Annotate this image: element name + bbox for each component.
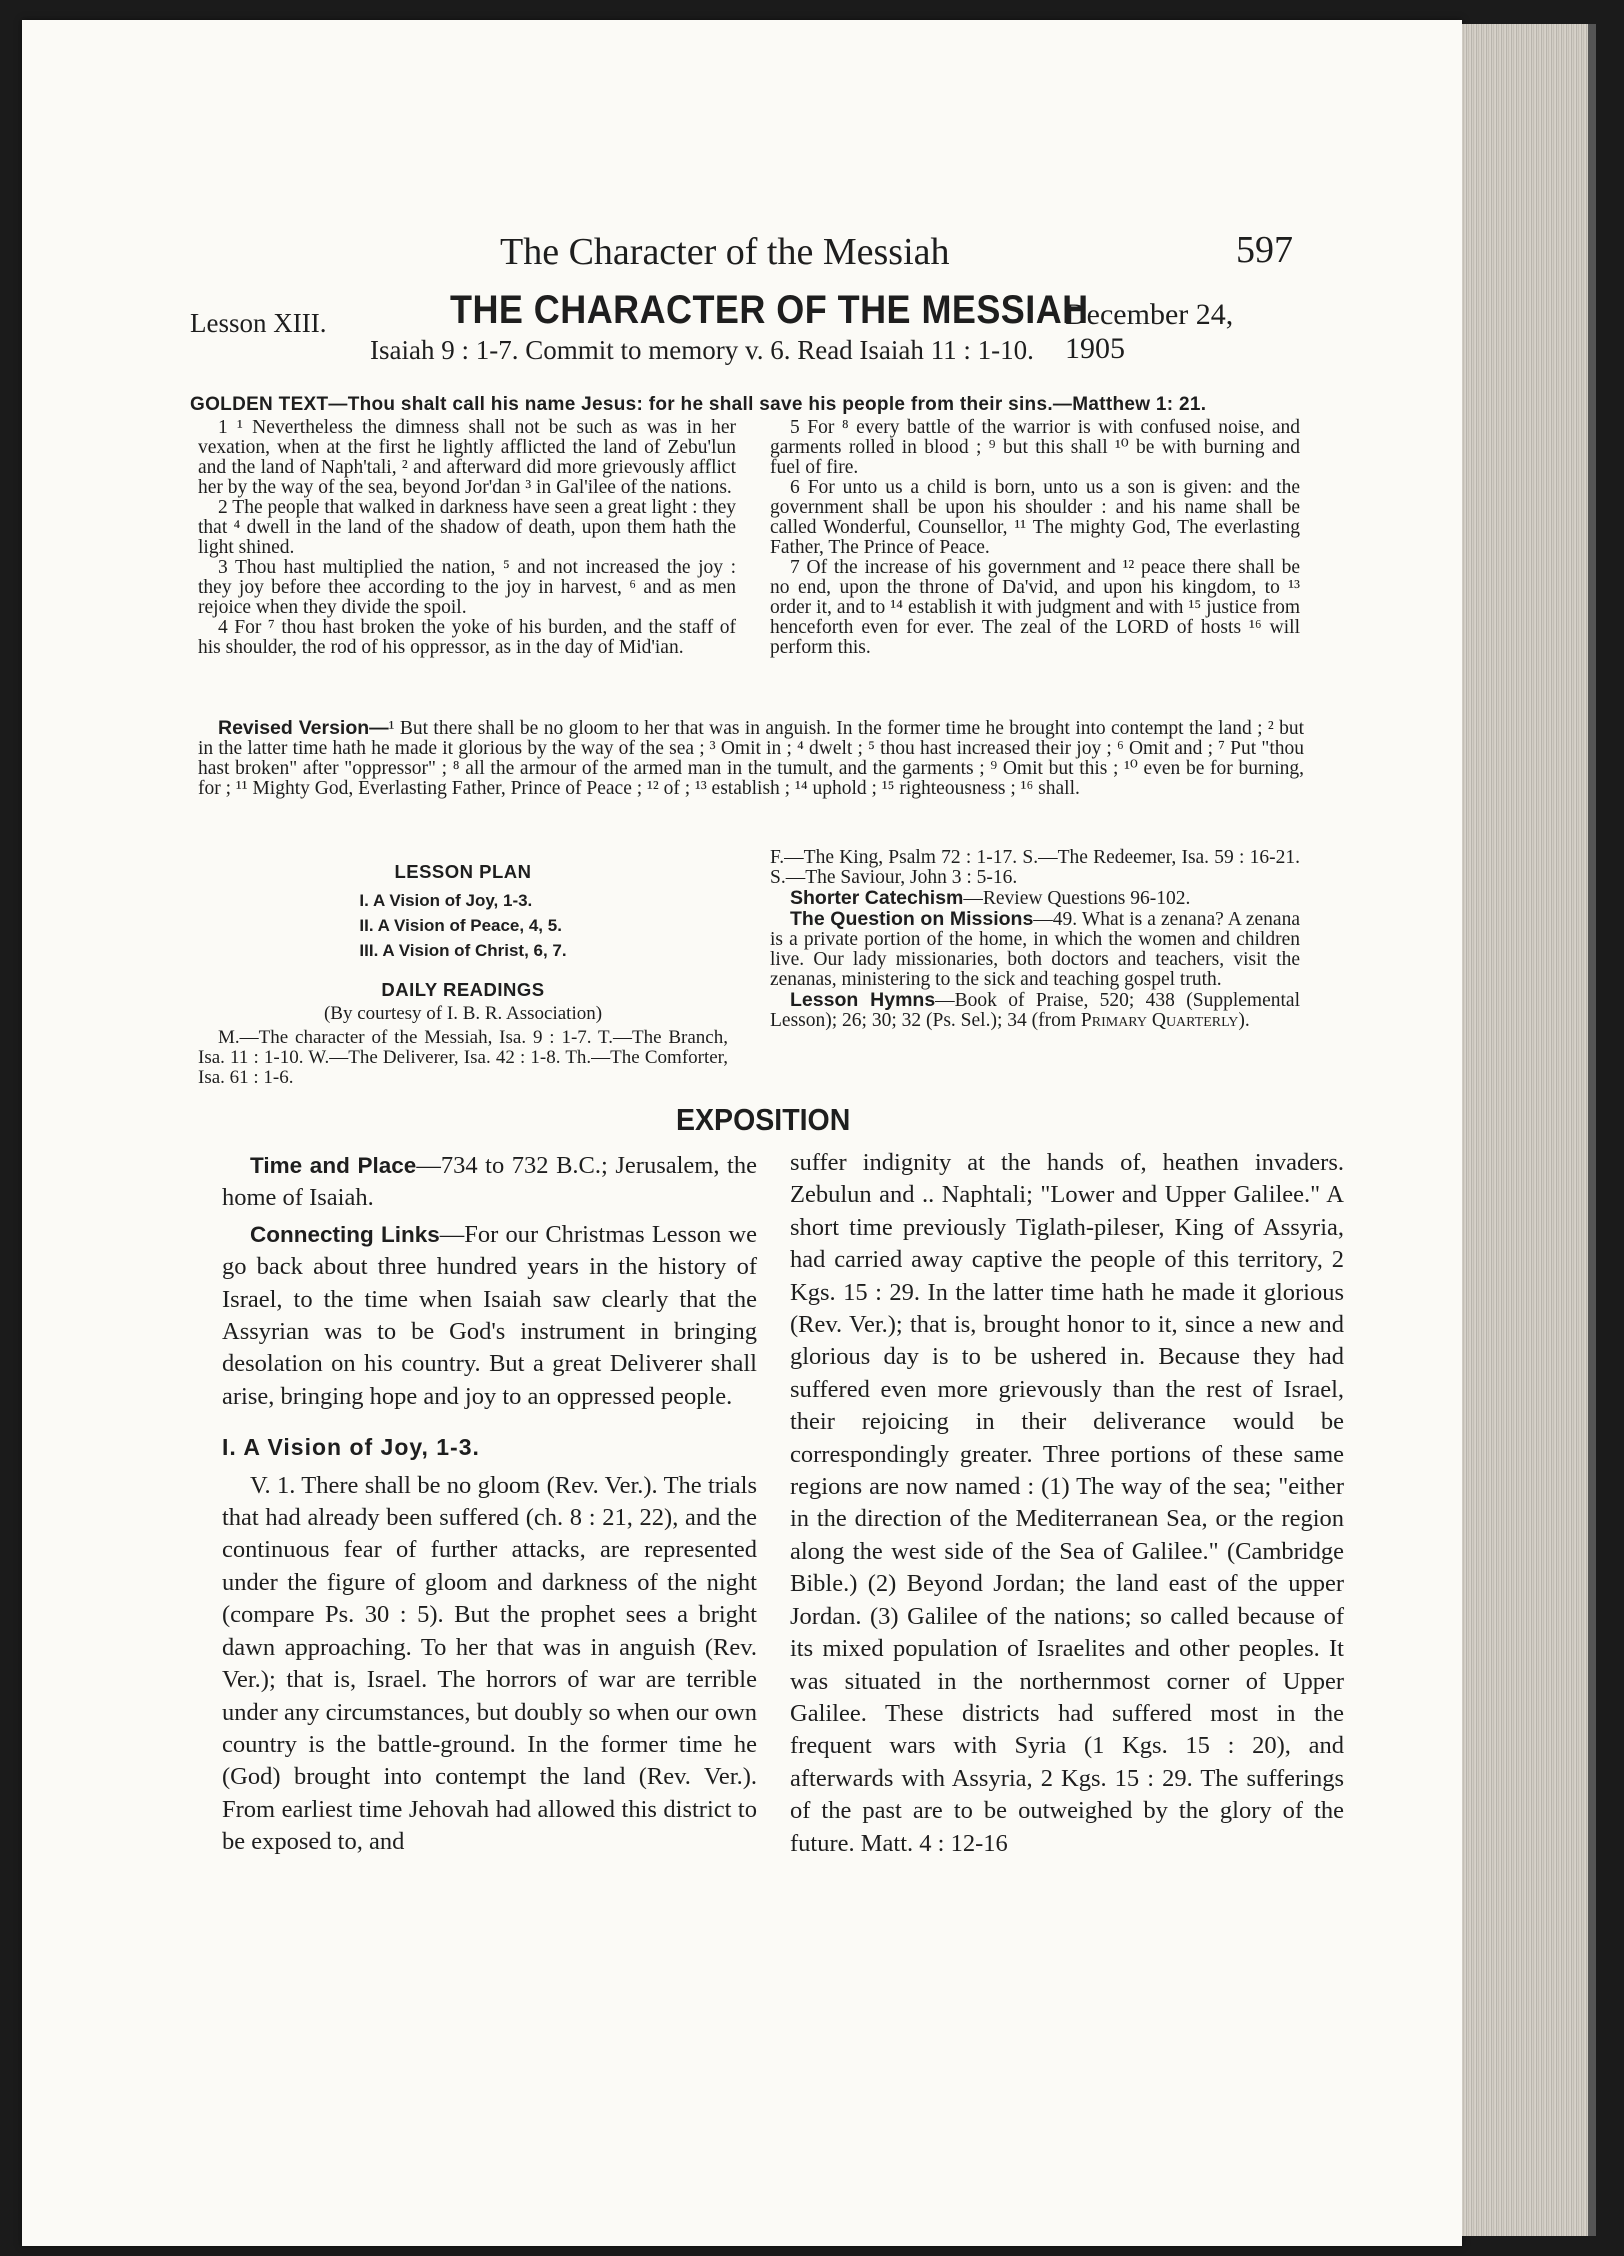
daily-readings	[198, 980, 728, 1088]
catechism-label: Shorter Catechism	[790, 887, 964, 909]
daily-readings-heading: DAILY READINGS	[381, 979, 545, 1000]
exposition-right-column	[790, 1147, 1344, 1860]
verse-4: 4 For ⁷ thou hast broken the yoke of his burden, and the staff of his shoulder, the rod of his oppressor, as in the day of Mid'ian.	[198, 617, 736, 658]
shorter-catechism	[770, 888, 1300, 909]
lesson-plan	[198, 860, 728, 963]
links-label: Connecting Links	[250, 1221, 440, 1247]
lesson-hymns	[770, 990, 1300, 1031]
links-text: —For our Christmas Lesson we go back about three hundred years in the history of Israel, to the time when Isaiah saw clearly that the Assyrian was to be God's instrument in bringing desolation on his country. But a great Deliverer shall arise, bringing hope and joy to an oppressed people.	[222, 1220, 757, 1410]
page-number: 597	[1236, 229, 1293, 271]
catechism-text: —Review Questions 96-102.	[963, 888, 1191, 909]
golden-text: GOLDEN TEXT—Thou shalt call his name Jesus: for he shall save his people from their sins.—Matthew 1: 21.	[190, 394, 1207, 415]
running-head: The Character of the Messiah	[500, 231, 950, 273]
verse-2: 2 The people that walked in darkness have seen a great light : they that ⁴ dwell in the land of the shadow of death, upon them hath the light shined.	[198, 497, 736, 558]
missions-text: —49. What is a zenana? A zenana is a private portion of the home, in which the women and children live. Our lady missionaries, both doctors and teachers, visit the zenanas, ministering to the sick and teaching gospel truth.	[770, 909, 1300, 990]
hymns-text: —Book of Praise, 520; 438 (Supplemental Lesson); 26; 30; 32 (Ps. Sel.); 34 (from	[770, 990, 1300, 1031]
scripture-reference: Isaiah 9 : 1-7. Commit to memory v. 6. Read Isaiah 11 : 1-10.	[370, 335, 1034, 365]
page-edges	[1462, 24, 1596, 2236]
missions-question	[770, 909, 1300, 990]
lesson-notes	[770, 848, 1300, 1031]
time-and-place	[222, 1150, 757, 1215]
verses-right-column	[770, 418, 1300, 658]
lesson-plan-item: II. A Vision of Peace, 4, 5.	[359, 916, 562, 935]
time-place-text: —734 to 732 B.C.; Jerusalem, the home of Isaiah.	[222, 1152, 757, 1212]
connecting-links	[222, 1219, 757, 1413]
revised-version-text: ¹ But there shall be no gloom to her that was in anguish. In the former time he brought into contempt the land ; ² but in the latter time hath he made it glorious by the way of the sea ; ³ Omit in ; ⁴ dwelt ; ⁵ thou hast increased their joy ; ⁶ Omit and ; ⁷ Put "thou hast broken" after "oppressor" ; ⁸ all the armour of the armed man in the tumult, and the garments ; ⁹ Omit but this ; ¹⁰ even be for burning, for ; ¹¹ Mighty God, Everlasting Father, Prince of Peace ; ¹² of ; ¹³ establish ; ¹⁴ uphold ; ¹⁵ righteousness ; ¹⁶ shall.	[198, 718, 1304, 799]
lesson-plan-item: III. A Vision of Christ, 6, 7.	[359, 941, 567, 960]
verse-7: 7 Of the increase of his government and ¹² peace there shall be no end, upon the throne of Da'vid, and upon his kingdom, to ¹³ order it, and to ¹⁴ establish it with judgment and with ¹⁵ justice from henceforth even for ever. The zeal of the LORD of hosts ¹⁶ will perform this.	[770, 557, 1300, 658]
section-heading: I. A Vision of Joy, 1-3.	[222, 1434, 480, 1461]
lesson-number: Lesson XIII.	[190, 308, 327, 338]
revised-version	[198, 718, 1304, 799]
verse-6: 6 For unto us a child is born, unto us a son is given: and the government shall be upon his shoulder : and his name shall be called Wonderful, Counsellor, ¹¹ The mighty God, The everlasting Father, The Prince of Peace.	[770, 477, 1300, 558]
daily-readings-text: M.—The character of the Messiah, Isa. 9 : 1-7. T.—The Branch, Isa. 11 : 1-10. W.—The Deliverer, Isa. 42 : 1-8. Th.—The Comforter, Isa. 61 : 1-6.	[198, 1027, 728, 1088]
verse-5: 5 For ⁸ every battle of the warrior is with confused noise, and garments rolled in blood ; ⁹ but this shall ¹⁰ be with burning and fuel of fire.	[770, 417, 1300, 478]
exposition-continued: suffer indignity at the hands of, heathen invaders. Zebulun and .. Naphtali; "Lower and Upper Galilee." A short time previously Tiglath-pileser, King of Assyria, had carried away captive the people of this territory, 2 Kgs. 15 : 29. In the latter time hath he made it glorious (Rev. Ver.); that is, brought honor to it, since a new and glorious day is to be ushered in. Because they had suffered even more grievously than the rest of Israel, their rejoicing in their deliverance would be correspondingly greater. Three portions of these same regions are now named : (1) The way of the sea; "either in the direction of the Mediterranean Sea, or the region along the west side of the Sea of Galilee." (Cambridge Bible.) (2) Beyond Jordan; the land east of the upper Jordan. (3) Galilee of the nations; so called because of its mixed population of Israelites and other peoples. It was situated in the northernmost corner of Upper Galilee. These districts had suffered most in the frequent wars with Syria (1 Kgs. 15 : 20), and afterwards with Assyria, 2 Kgs. 15 : 29. The sufferings of the past are to be outweighed by the glory of the future. Matt. 4 : 12-16	[790, 1149, 1344, 1857]
lesson-date: December 24, 1905	[1065, 298, 1234, 365]
exposition-left-column	[222, 1150, 757, 1859]
daily-readings-courtesy: (By courtesy of I. B. R. Association)	[323, 1003, 603, 1024]
readings-continued: F.—The King, Psalm 72 : 1-17. S.—The Redeemer, Isa. 59 : 16-21. S.—The Saviour, John 3 : 5-16.	[770, 847, 1300, 888]
verse-1-commentary: V. 1. There shall be no gloom (Rev. Ver.). The trials that had already been suffered (ch. 8 : 21, 22), and the continuous fear of further attacks, are represented under the figure of gloom and darkness of the night (compare Ps. 30 : 5). But the prophet sees a bright dawn approaching. To her that was in anguish (Rev. Ver.); that is, Israel. The horrors of war are terrible under any circumstances, but doubly so when our own country is the battle-ground. In the former time he (God) brought into contempt the land (Rev. Ver.). From earliest time Jehovah had allowed this district to be exposed to, and	[222, 1471, 757, 1856]
lesson-plan-item: I. A Vision of Joy, 1-3.	[359, 891, 533, 910]
lesson-plan-heading: LESSON PLAN	[394, 861, 532, 882]
hymns-label: Lesson Hymns	[790, 989, 936, 1011]
verses-left-column	[198, 418, 736, 658]
lesson-title: THE CHARACTER OF THE MESSIAH	[450, 288, 1089, 332]
revised-version-label: Revised Version—	[218, 717, 389, 739]
exposition-heading: EXPOSITION	[676, 1102, 851, 1137]
verse-3: 3 Thou hast multiplied the nation, ⁵ and not increased the joy : they joy before thee according to the joy in harvest, ⁶ and as men rejoice when they divide the spoil.	[198, 557, 736, 618]
verse-1: 1 ¹ Nevertheless the dimness shall not be such as was in her vexation, when at the first he lightly afflicted the land of Zebu'lun and the land of Naph'tali, ² and afterward did more grievously afflict her by the way of the sea, beyond Jor'dan ³ in Gal'ilee of the nations.	[198, 417, 736, 498]
time-place-label: Time and Place	[250, 1153, 417, 1178]
missions-label: The Question on Missions	[790, 908, 1034, 930]
hymns-tail: Primary Quarterly).	[1080, 1010, 1250, 1031]
